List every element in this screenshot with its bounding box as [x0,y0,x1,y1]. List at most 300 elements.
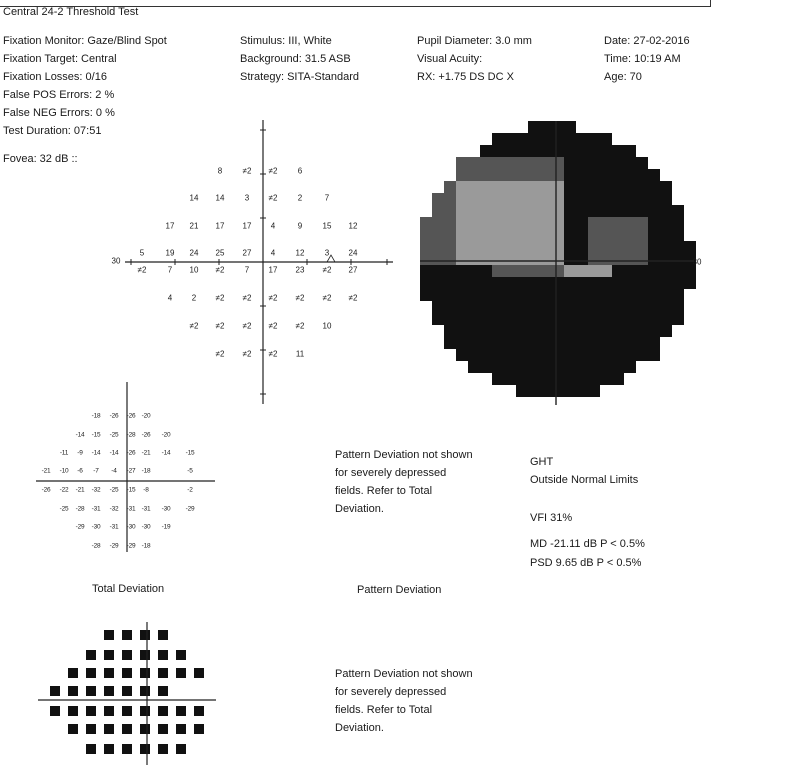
gray-cell [552,193,564,205]
threshold-value: ≠2 [295,321,305,331]
gray-cell [660,289,672,301]
threshold-value: ≠2 [215,265,225,275]
total-deviation-value: -20 [161,431,171,439]
gray-cell [576,385,588,397]
gray-cell [432,289,444,301]
gray-cell [420,241,432,253]
gray-cell [504,193,516,205]
gray-cell [540,361,552,373]
gray-cell [504,145,516,157]
gray-cell [564,361,576,373]
gray-cell [468,193,480,205]
gray-cell [636,205,648,217]
total-deviation-value: -30 [141,523,151,531]
gray-cell [600,361,612,373]
probability-symbol [140,706,150,716]
gray-cell [540,241,552,253]
gray-cell [612,325,624,337]
total-deviation-value: -30 [161,505,171,513]
probability-symbol [158,744,168,754]
threshold-value: 6 [297,166,303,176]
gray-cell [504,205,516,217]
gray-cell [588,313,600,325]
threshold-value: 10 [322,321,332,331]
gray-cell [444,265,456,277]
info-line: Date: 27-02-2016 [604,35,690,47]
gray-cell [516,289,528,301]
pattern-deviation-note: Pattern Deviation not shown for severely depressed fields. Refer to Total Deviation. [335,449,473,515]
gray-cell [660,277,672,289]
threshold-value: ≠2 [268,193,278,203]
gray-cell [660,229,672,241]
total-deviation-value: -32 [91,486,101,494]
threshold-value: 4 [270,248,276,258]
total-deviation-value: -8 [143,486,149,494]
gray-cell [444,217,456,229]
gray-cell [528,289,540,301]
gray-cell [576,337,588,349]
gray-cell [492,313,504,325]
threshold-value: 24 [189,248,199,258]
gray-cell [492,265,504,277]
gray-cell [648,169,660,181]
gray-cell [552,181,564,193]
gray-cell [612,289,624,301]
gray-cell [648,193,660,205]
gray-cell [612,181,624,193]
gray-cell [636,193,648,205]
probability-symbol [104,744,114,754]
gray-cell [456,205,468,217]
gray-cell [564,145,576,157]
total-deviation-probability-map [36,622,220,765]
gray-cell [516,169,528,181]
gray-cell [432,229,444,241]
probability-symbol [158,706,168,716]
probability-symbol [158,650,168,660]
threshold-value: 14 [189,193,199,203]
gray-cell [612,169,624,181]
gray-cell [492,205,504,217]
total-deviation-value: -18 [91,412,101,420]
gray-cell [672,217,684,229]
gray-cell [432,193,444,205]
gray-cell [516,133,528,145]
gray-cell [504,265,516,277]
gray-cell [576,301,588,313]
gray-cell [468,229,480,241]
gray-cell [612,253,624,265]
gray-cell [636,241,648,253]
gray-cell [588,349,600,361]
gray-cell [516,337,528,349]
gray-cell [552,121,564,133]
gray-cell [660,301,672,313]
total-deviation-value: -14 [91,449,101,457]
gray-cell [468,313,480,325]
gray-cell [612,157,624,169]
gray-cell [444,253,456,265]
gray-cell [540,229,552,241]
gray-cell [648,337,660,349]
gray-cell [480,253,492,265]
total-deviation-value: -14 [75,431,85,439]
gray-cell [540,277,552,289]
gray-cell [660,241,672,253]
gray-cell [564,337,576,349]
gray-cell [516,349,528,361]
gray-cell [528,361,540,373]
threshold-value: 21 [189,221,199,231]
gray-cell [564,313,576,325]
gray-cell [492,169,504,181]
threshold-value: 15 [322,221,332,231]
gray-cell [456,169,468,181]
total-deviation-value: -15 [91,431,101,439]
total-deviation-value: -26 [126,449,136,457]
gray-cell [600,229,612,241]
gray-cell [456,337,468,349]
gray-cell [480,277,492,289]
gray-cell [504,217,516,229]
total-deviation-value: -28 [126,431,136,439]
gray-cell [612,145,624,157]
threshold-value: 4 [167,293,173,303]
threshold-value: ≠2 [322,293,332,303]
gray-cell [528,157,540,169]
gray-cell [588,253,600,265]
gray-cell [456,241,468,253]
gray-cell [528,373,540,385]
gray-cell [504,313,516,325]
gray-cell [552,253,564,265]
gray-cell [636,217,648,229]
probability-symbol [176,668,186,678]
gray-cell [516,265,528,277]
gray-cell [564,265,576,277]
axis-label: 30 [692,257,702,267]
gray-cell [528,133,540,145]
gray-cell [552,301,564,313]
gray-cell [624,361,636,373]
gray-cell [648,289,660,301]
total-deviation-value: -15 [185,449,195,457]
gray-cell [612,241,624,253]
total-deviation-value: -26 [141,431,151,439]
total-deviation-value: -30 [126,523,136,531]
gray-cell [600,145,612,157]
probability-symbol [140,744,150,754]
total-deviation-value: -10 [59,467,69,475]
gray-cell [564,241,576,253]
gray-cell [576,265,588,277]
total-deviation-value: -15 [126,486,136,494]
gray-cell [528,253,540,265]
gray-cell [480,181,492,193]
probability-symbol [194,724,204,734]
gray-cell [504,349,516,361]
info-line: Fixation Monitor: Gaze/Blind Spot [3,35,167,47]
gray-cell [612,205,624,217]
gray-cell [636,169,648,181]
pupil-info [417,32,532,86]
gray-cell [540,301,552,313]
probability-symbol [176,650,186,660]
gray-cell [540,193,552,205]
gray-cell [480,193,492,205]
probability-symbol [140,630,150,640]
gray-cell [624,265,636,277]
gray-cell [564,325,576,337]
gray-cell [564,169,576,181]
info-line: Pupil Diameter: 3.0 mm [417,35,532,47]
probability-symbol [158,724,168,734]
threshold-value: 11 [295,349,305,359]
gray-cell [660,193,672,205]
gray-cell [504,373,516,385]
gray-cell [528,241,540,253]
gray-cell [612,337,624,349]
gray-cell [444,205,456,217]
threshold-value: 7 [167,265,173,275]
gray-cell [504,133,516,145]
gray-cell [432,241,444,253]
info-line: RX: +1.75 DS DC X [417,71,514,83]
gray-cell [552,169,564,181]
gray-cell [528,217,540,229]
gray-cell [588,145,600,157]
gray-cell [600,133,612,145]
gray-cell [600,181,612,193]
gray-cell [564,385,576,397]
gray-cell [528,229,540,241]
probability-symbol [122,724,132,734]
pattern-deviation-label: Pattern Deviation [357,584,442,596]
gray-cell [492,337,504,349]
gray-cell [456,181,468,193]
gray-cell [432,217,444,229]
gray-cell [420,217,432,229]
gray-cell [672,229,684,241]
gray-cell [612,361,624,373]
gray-cell [492,229,504,241]
gray-cell [588,361,600,373]
gray-cell [516,277,528,289]
threshold-value: ≠2 [322,265,332,275]
gray-cell [576,349,588,361]
gray-cell [624,253,636,265]
gray-cell [588,325,600,337]
gray-cell [516,385,528,397]
gray-cell [528,265,540,277]
gray-cell [588,301,600,313]
gray-cell [492,277,504,289]
total-deviation-value: -20 [141,412,151,420]
gray-cell [588,205,600,217]
threshold-value: ≠2 [137,265,147,275]
gray-cell [480,349,492,361]
total-deviation-value: -31 [141,505,151,513]
threshold-value: 2 [297,193,303,203]
gray-cell [624,277,636,289]
gray-cell [444,337,456,349]
gray-cell [528,181,540,193]
threshold-value: ≠2 [268,293,278,303]
total-deviation-value: -18 [141,467,151,475]
gray-cell [636,277,648,289]
gray-cell [444,241,456,253]
gray-cell [492,145,504,157]
probability-symbol [104,686,114,696]
gray-cell [636,349,648,361]
gray-cell [576,253,588,265]
gray-cell [480,229,492,241]
gray-cell [612,277,624,289]
gray-cell [492,181,504,193]
gray-cell [648,217,660,229]
fixation-info [3,32,167,140]
gray-cell [540,325,552,337]
gray-cell [468,217,480,229]
gray-cell [564,193,576,205]
probability-symbol [158,668,168,678]
gray-cell [468,157,480,169]
total-deviation-value: -9 [77,449,83,457]
gray-cell [432,253,444,265]
gray-cell [540,313,552,325]
gray-cell [456,301,468,313]
threshold-value: 14 [215,193,225,203]
gray-cell [492,289,504,301]
gray-cell [600,205,612,217]
total-deviation-value: -4 [111,467,117,475]
gray-cell [672,289,684,301]
gray-cell [576,313,588,325]
gray-cell [480,289,492,301]
gray-cell [528,385,540,397]
total-deviation-value: -28 [91,542,101,550]
gray-cell [672,241,684,253]
total-deviation-value: -28 [75,505,85,513]
gray-cell [564,253,576,265]
gray-cell [660,253,672,265]
gray-cell [456,253,468,265]
threshold-value: ≠2 [215,321,225,331]
gray-cell [516,241,528,253]
gray-cell [504,157,516,169]
info-line: Time: 10:19 AM [604,53,681,65]
gray-cell [648,181,660,193]
gray-cell [456,325,468,337]
gray-cell [576,217,588,229]
gray-cell [504,301,516,313]
info-line: Strategy: SITA-Standard [240,71,360,83]
gray-cell [600,301,612,313]
total-deviation-value: -26 [109,412,119,420]
gray-cell [648,205,660,217]
gray-cell [456,217,468,229]
probability-symbol [122,650,132,660]
threshold-value: ≠2 [242,321,252,331]
gray-cell [660,205,672,217]
gray-cell [468,277,480,289]
gray-cell [564,157,576,169]
blind-spot-marker [327,255,335,262]
probability-symbol [122,686,132,696]
gray-cell [672,313,684,325]
gray-cell [588,133,600,145]
gray-cell [624,145,636,157]
gray-cell [480,145,492,157]
gray-cell [576,241,588,253]
gray-cell [624,349,636,361]
gray-cell [564,289,576,301]
gray-cell [528,337,540,349]
gray-cell [564,133,576,145]
gray-cell [480,337,492,349]
gray-cell [456,265,468,277]
gray-cell [636,313,648,325]
gray-cell [636,289,648,301]
gray-cell [540,373,552,385]
gray-cell [528,349,540,361]
gray-cell [480,325,492,337]
info-line: False POS Errors: 2 % [3,89,115,101]
total-deviation-value: -21 [141,449,151,457]
gray-cell [552,277,564,289]
gray-cell [576,361,588,373]
gray-cell [600,169,612,181]
gray-cell [540,145,552,157]
threshold-value: 5 [139,248,145,258]
gray-cell [624,337,636,349]
threshold-value: 25 [215,248,225,258]
date-info [604,32,690,86]
gray-cell [648,229,660,241]
total-deviation-value: -18 [141,542,151,550]
probability-symbol [122,744,132,754]
gray-cell [600,253,612,265]
probability-symbol [158,630,168,640]
probability-symbol [140,686,150,696]
gray-cell [456,289,468,301]
gray-cell [660,181,672,193]
gray-cell [624,325,636,337]
total-deviation-value: -29 [75,523,85,531]
ght-value: Outside Normal Limits [530,474,639,486]
gray-cell [684,277,696,289]
gray-cell [504,229,516,241]
gray-cell [588,193,600,205]
gray-cell [504,337,516,349]
threshold-value: 7 [244,265,250,275]
gray-cell [540,169,552,181]
gray-cell [516,361,528,373]
gray-cell [636,253,648,265]
gray-cell [432,205,444,217]
total-deviation-value: -25 [59,505,69,513]
total-deviation-value: -27 [126,467,136,475]
gray-cell [600,193,612,205]
gray-cell [432,301,444,313]
gray-cell [540,337,552,349]
gray-cell [468,289,480,301]
gray-cell [540,121,552,133]
gray-cell [576,277,588,289]
gray-cell [612,265,624,277]
total-deviation-label: Total Deviation [92,583,165,595]
threshold-value: 12 [348,221,358,231]
